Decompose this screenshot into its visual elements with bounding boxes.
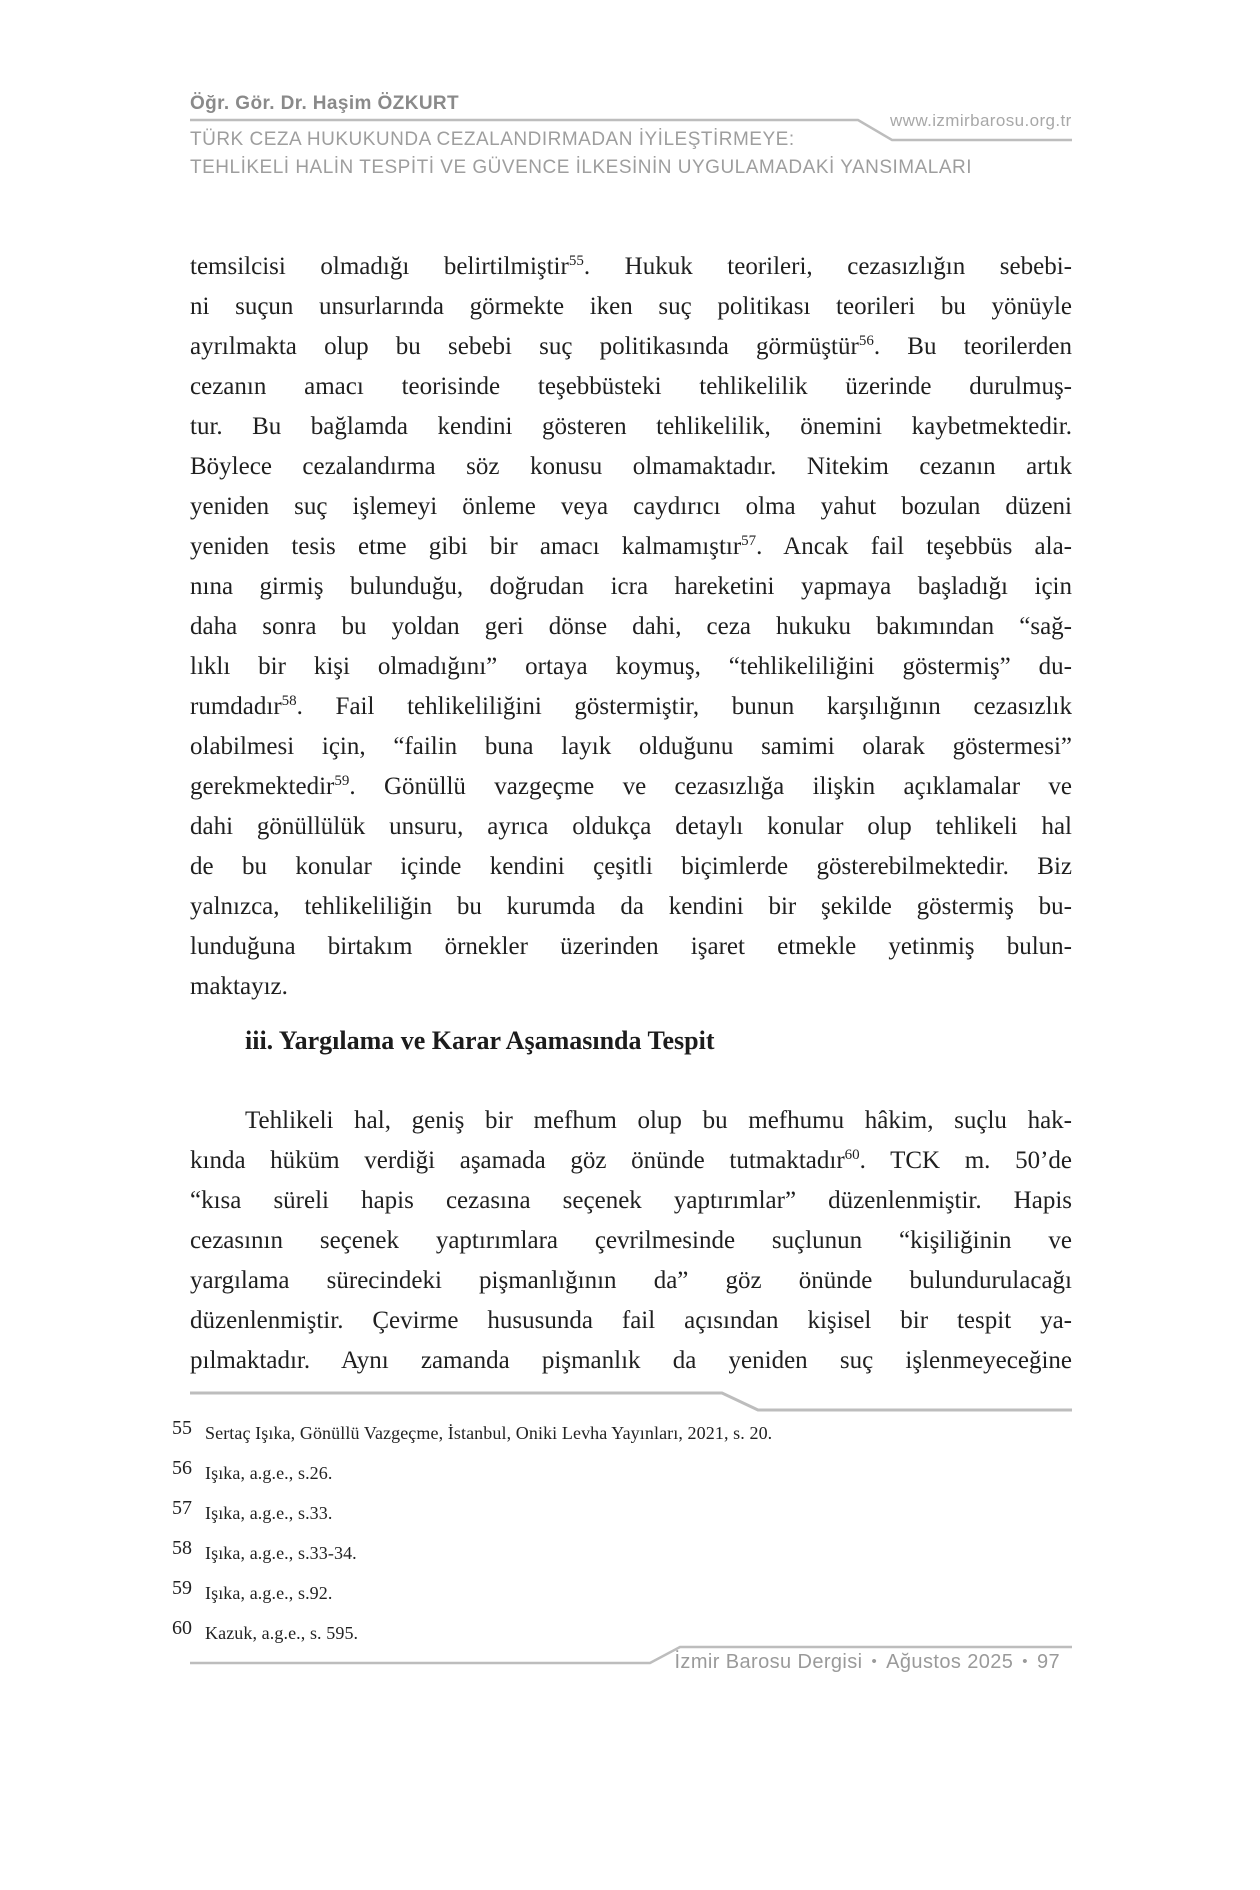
body-line: olabilmesi için, “failin buna layık olduğunu samimi olarak göstermesi”	[190, 733, 1072, 760]
page-number: 97	[1036, 1651, 1060, 1673]
body-line: nına girmiş bulunduğu, doğrudan icra hareketini yapmaya başladığı için	[190, 573, 1072, 600]
footnote-item	[172, 1457, 1072, 1497]
paragraph-2	[190, 1101, 1072, 1381]
paragraph-1	[190, 247, 1072, 1007]
footnote-text: Işıka, a.g.e., s.33.	[205, 1503, 333, 1523]
footnote-number: 55	[172, 1417, 192, 1439]
footnote-number: 57	[172, 1497, 192, 1519]
body-line: yargılama sürecindeki pişmanlığının da” göz önünde bulundurulacağı	[190, 1267, 1072, 1294]
website-url: www.izmirbarosu.org.tr	[890, 111, 1072, 130]
body-line: “kısa süreli hapis cezasına seçenek yaptırımlar” düzenlenmiştir. Hapis	[190, 1187, 1072, 1214]
body-line: ayrılmakta olup bu sebebi suç politikasında görmüştür$^{56}$. Bu teorilerden	[190, 333, 1072, 360]
footnote-item	[172, 1537, 1072, 1577]
article-title-line2: TEHLİKELİ HALİN TESPİTİ VE GÜVENCE İLKESİNİN UYGULAMADAKİ YANSIMALARI	[190, 157, 973, 178]
footnote-item	[172, 1577, 1072, 1617]
issue-date: Ağustos 2025	[886, 1651, 1014, 1673]
body-line: yeniden tesis etme gibi bir amacı kalmamıştır$^{57}$. Ancak fail teşebbüs ala-	[190, 533, 1072, 560]
body-line: de bu konular içinde kendini çeşitli biçimlerde gösterebilmektedir. Biz	[190, 853, 1072, 880]
footnotes	[172, 1417, 1072, 1657]
footnote-number: 58	[172, 1537, 192, 1559]
journal-name: İzmir Barosu Dergisi	[674, 1651, 863, 1673]
body-line: gerekmektedir$^{59}$. Gönüllü vazgeçme ve cezasızlığa ilişkin açıklamalar ve	[190, 773, 1072, 800]
footnote-number: 59	[172, 1577, 192, 1599]
footnote-text: Işıka, a.g.e., s.92.	[205, 1583, 333, 1603]
body-line: ni suçun unsurlarında görmekte iken suç politikası teorileri bu yönüyle	[190, 293, 1072, 320]
body-line: yalnızca, tehlikeliliğin bu kurumda da kendini bir şekilde göstermiş bu-	[190, 893, 1072, 920]
footnote-reference: 56	[858, 333, 874, 349]
footnote-item	[172, 1497, 1072, 1537]
body-line: düzenlenmiştir. Çevirme hususunda fail açısından kişisel bir tespit ya-	[190, 1307, 1072, 1334]
footnote-reference: 60	[844, 1147, 860, 1163]
body-line: dahi gönüllülük unsuru, ayrıca oldukça detaylı konular olup tehlikeli hal	[190, 813, 1072, 840]
footer-bullet: •	[871, 1653, 878, 1670]
footnote-text: Işıka, a.g.e., s.26.	[205, 1463, 333, 1483]
footnote-text: Kazuk, a.g.e., s. 595.	[205, 1623, 359, 1643]
body-line: Tehlikeli hal, geniş bir mefhum olup bu mefhumu hâkim, suçlu hak-	[245, 1107, 1072, 1134]
footnote-reference: 57	[741, 533, 757, 549]
body-line: yeniden suç işlemeyi önleme veya caydırıcı olma yahut bozulan düzeni	[190, 493, 1072, 520]
body-line: pılmaktadır. Aynı zamanda pişmanlık da yeniden suç işlenmeyeceğine	[190, 1347, 1072, 1374]
footnote-item	[172, 1417, 1072, 1457]
body-line: cezanın amacı teorisinde teşebbüsteki tehlikelilik üzerinde durulmuş-	[190, 373, 1072, 400]
footnote-number: 60	[172, 1617, 192, 1639]
body-line: temsilcisi olmadığı belirtilmiştir$^{55}$. Hukuk teorileri, cezasızlığın sebebi-	[190, 253, 1072, 280]
body-line: tur. Bu bağlamda kendini gösteren tehlikelilik, önemini kaybetmektedir.	[190, 413, 1072, 440]
footnote-reference: 55	[568, 253, 584, 269]
footnote-reference: 59	[334, 773, 350, 789]
body-line: daha sonra bu yoldan geri dönse dahi, ceza hukuku bakımından “sağ-	[190, 613, 1072, 640]
author-name: Öğr. Gör. Dr. Haşim ÖZKURT	[190, 93, 460, 114]
footnote-reference: 58	[281, 693, 297, 709]
footer-bullet: •	[1022, 1653, 1028, 1670]
body-line: lunduğuna birtakım örnekler üzerinden işaret etmekle yetinmiş bulun-	[190, 933, 1072, 960]
body-line: kında hüküm verdiği aşamada göz önünde tutmaktadır$^{60}$. TCK m. 50’de	[190, 1147, 1072, 1174]
body-line: Böylece cezalandırma söz konusu olmamaktadır. Nitekim cezanın artık	[190, 453, 1072, 480]
body-line: lıklı bir kişi olmadığını” ortaya koymuş, “tehlikeliliğini göstermiş” du-	[190, 653, 1072, 680]
body-line: rumdadır$^{58}$. Fail tehlikeliliğini göstermiştir, bunun karşılığının cezasızlık	[190, 693, 1072, 720]
body-line: maktayız.	[190, 973, 288, 1000]
journal-footer	[674, 1651, 1060, 1674]
footnote-text: Sertaç Işıka, Gönüllü Vazgeçme, İstanbul, Oniki Levha Yayınları, 2021, s. 20.	[205, 1423, 773, 1443]
section-heading: iii. Yargılama ve Karar Aşamasında Tespit	[245, 1026, 715, 1055]
body-line: cezasının seçenek yaptırımlara çevrilmesinde suçlunun “kişiliğinin ve	[190, 1227, 1072, 1254]
footnote-number: 56	[172, 1457, 192, 1479]
footnote-separator-rule	[190, 1393, 1072, 1410]
article-title-line1: TÜRK CEZA HUKUKUNDA CEZALANDIRMADAN İYİLEŞTİRMEYE:	[190, 129, 795, 150]
footnote-text: Işıka, a.g.e., s.33-34.	[205, 1543, 357, 1563]
